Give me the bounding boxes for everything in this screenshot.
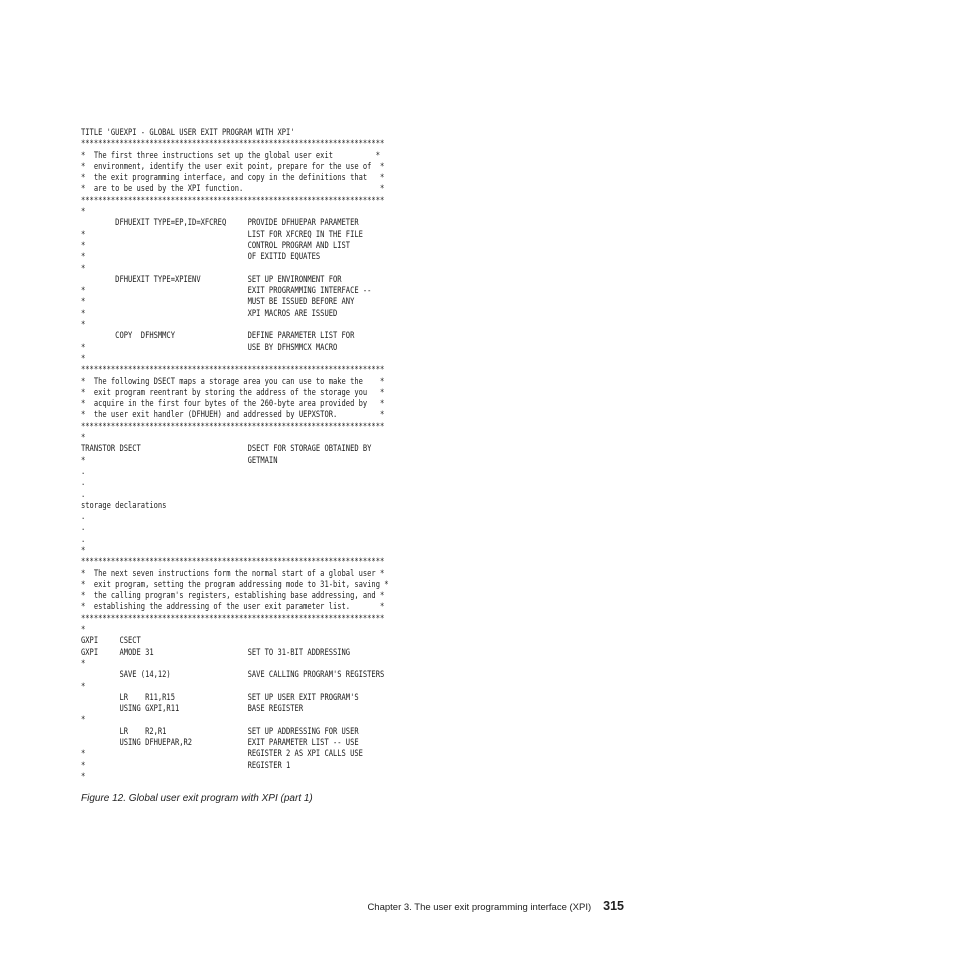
code-listing <box>81 128 389 783</box>
code-line: * <box>81 658 86 669</box>
code-line: . <box>81 478 86 489</box>
code-line: * CONTROL PROGRAM AND LIST <box>81 240 351 251</box>
code-line: GXPI AMODE 31 SET TO 31-BIT ADDRESSING <box>81 647 351 658</box>
code-line: . <box>81 512 86 523</box>
figure-caption: Figure 12. Global user exit program with XPI (part 1) <box>81 793 313 804</box>
code-line: * establishing the addressing of the user exit parameter list. * <box>81 602 385 613</box>
chapter-title: Chapter 3. The user exit programming interface (XPI) <box>367 902 592 913</box>
code-line: * The following DSECT maps a storage area you can use to make the * <box>81 376 385 387</box>
code-line: * USE BY DFHSMMCX MACRO <box>81 342 338 353</box>
code-line: * REGISTER 2 AS XPI CALLS USE <box>81 749 363 760</box>
code-line: * the exit programming interface, and copy in the definitions that * <box>81 173 385 184</box>
code-line: * MUST BE ISSUED BEFORE ANY <box>81 297 355 308</box>
page-footer <box>367 899 624 913</box>
code-line: * <box>81 545 86 556</box>
code-line: *********************************************************************** <box>81 613 385 624</box>
code-line: * the calling program's registers, establishing base addressing, and * <box>81 591 385 602</box>
code-line: * REGISTER 1 <box>81 760 291 771</box>
code-line: COPY DFHSMMCY DEFINE PARAMETER LIST FOR <box>81 331 355 342</box>
code-line: * <box>81 433 86 444</box>
code-line: *********************************************************************** <box>81 195 385 206</box>
code-line: * exit program, setting the program addressing mode to 31-bit, saving * <box>81 579 389 590</box>
code-line: *********************************************************************** <box>81 421 385 432</box>
code-line: * The next seven instructions form the normal start of a global user * <box>81 568 385 579</box>
code-line: * LIST FOR XFCREQ IN THE FILE <box>81 229 363 240</box>
code-line: * <box>81 263 86 274</box>
code-line: DFHUEXIT TYPE=XPIENV SET UP ENVIRONMENT FOR <box>81 274 342 285</box>
code-line: * OF EXITID EQUATES <box>81 252 321 263</box>
code-line: LR R11,R15 SET UP USER EXIT PROGRAM'S <box>81 692 359 703</box>
code-line: SAVE (14,12) SAVE CALLING PROGRAM'S REGISTERS <box>81 670 385 681</box>
code-line: * the user exit handler (DFHUEH) and addressed by UEPXSTOR. * <box>81 410 385 421</box>
code-line: * acquire in the first four bytes of the 260-byte area provided by * <box>81 399 385 410</box>
code-line: GXPI CSECT <box>81 636 141 647</box>
code-line: * <box>81 353 86 364</box>
code-line: TITLE 'GUEXPI - GLOBAL USER EXIT PROGRAM WITH XPI' <box>81 128 295 138</box>
code-line: * XPI MACROS ARE ISSUED <box>81 308 338 319</box>
code-line: *********************************************************************** <box>81 139 385 150</box>
code-line: . <box>81 534 86 545</box>
code-line: * environment, identify the user exit point, prepare for the use of * <box>81 161 385 172</box>
code-line: * The first three instructions set up the global user exit * <box>81 150 380 161</box>
code-line: LR R2,R1 SET UP ADDRESSING FOR USER <box>81 726 359 737</box>
page-number: 315 <box>603 899 624 913</box>
code-line: * GETMAIN <box>81 455 278 466</box>
code-line: TRANSTOR DSECT DSECT FOR STORAGE OBTAINED BY <box>81 444 372 455</box>
code-line: USING GXPI,R11 BASE REGISTER <box>81 704 304 715</box>
code-line: * EXIT PROGRAMMING INTERFACE -- <box>81 286 372 297</box>
code-line: * are to be used by the XPI function. * <box>81 184 385 195</box>
code-line: DFHUEXIT TYPE=EP,ID=XFCREQ PROVIDE DFHUEPAR PARAMETER <box>81 218 359 229</box>
code-line: *********************************************************************** <box>81 557 385 568</box>
code-line: * <box>81 320 86 331</box>
code-line: *********************************************************************** <box>81 365 385 376</box>
code-line: storage declarations <box>81 500 167 511</box>
code-line: * <box>81 625 86 636</box>
code-line: . <box>81 489 86 500</box>
code-line: * <box>81 207 86 218</box>
code-line: . <box>81 466 86 477</box>
code-line: . <box>81 523 86 534</box>
code-line: * <box>81 715 86 726</box>
code-line: * <box>81 681 86 692</box>
code-line: * exit program reentrant by storing the address of the storage you * <box>81 387 385 398</box>
code-line: USING DFHUEPAR,R2 EXIT PARAMETER LIST -- USE <box>81 738 359 749</box>
code-line: * <box>81 771 86 782</box>
